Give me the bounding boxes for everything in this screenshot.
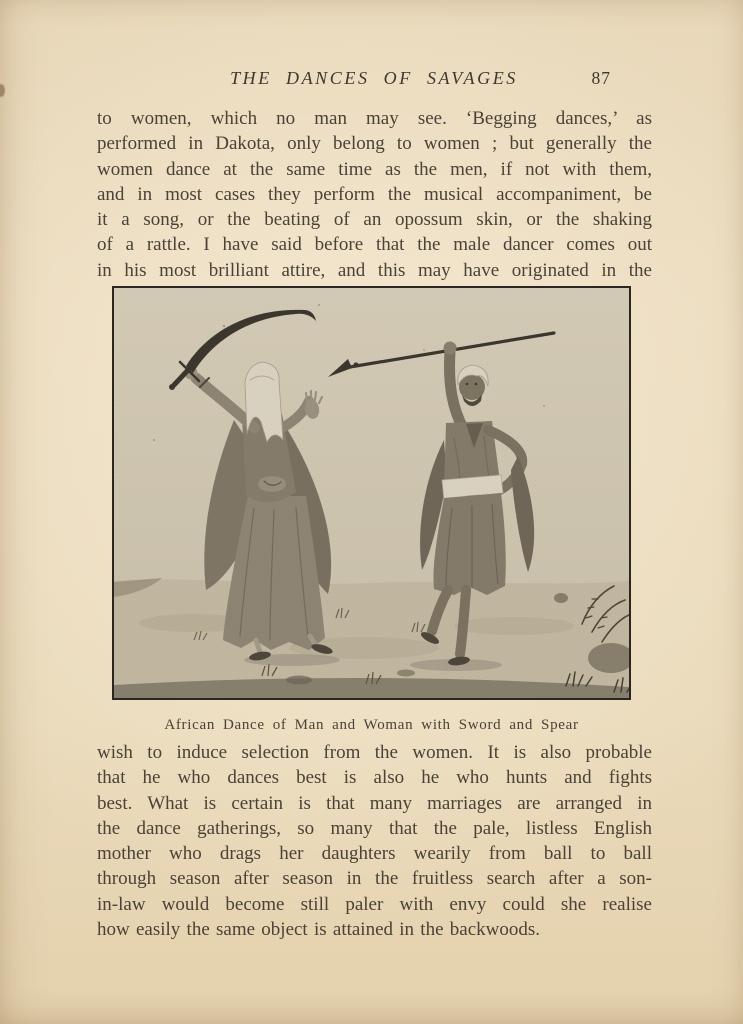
text-line: the dance gatherings, so many that the pale, listless English (97, 817, 652, 839)
figure-plate (112, 286, 631, 734)
text-line: in-law would become still paler with envy could she realise (97, 893, 652, 915)
text-line: best. What is certain is that many marriages are arranged in (97, 792, 652, 814)
text-line: through season after season in the fruitless search after a son- (97, 868, 652, 890)
text-line: to women, which no man may see. ‘Begging dances,’ as (97, 108, 652, 129)
text-line: of a rattle. I have said before that the male dancer comes out (97, 234, 652, 256)
text-line: in his most brilliant attire, and this may have originated in the (97, 259, 652, 281)
text-line: and in most cases they perform the musical accompaniment, be (97, 183, 652, 205)
text-line: that he who dances best is also he who hunts and fights (97, 767, 652, 789)
text-line: mother who drags her daughters wearily from ball to ball (97, 843, 652, 865)
chapter-title: THE DANCES OF SAVAGES (230, 68, 518, 88)
running-head (97, 68, 651, 94)
figure-caption: African Dance of Man and Woman with Sword and Spear (164, 717, 579, 733)
paragraph-bottom (97, 740, 652, 942)
figure-frame (112, 286, 631, 700)
text-line: performed in Dakota, only belong to women ; but generally the (97, 133, 652, 155)
text-line: wish to induce selection from the women. It is also probable (97, 742, 652, 763)
african-dance-illustration (114, 288, 629, 698)
paragraph-top (97, 106, 652, 283)
text-line: women dance at the same time as the men, if not with them, (97, 158, 652, 180)
halftone-grain-overlay (114, 288, 629, 698)
page-number: 87 (591, 68, 611, 88)
text-line: how easily the same object is attained in the backwoods. (97, 919, 540, 941)
text-line: it a song, or the beating of an opossum skin, or the shaking (97, 209, 652, 231)
paper-blemish (0, 84, 5, 97)
